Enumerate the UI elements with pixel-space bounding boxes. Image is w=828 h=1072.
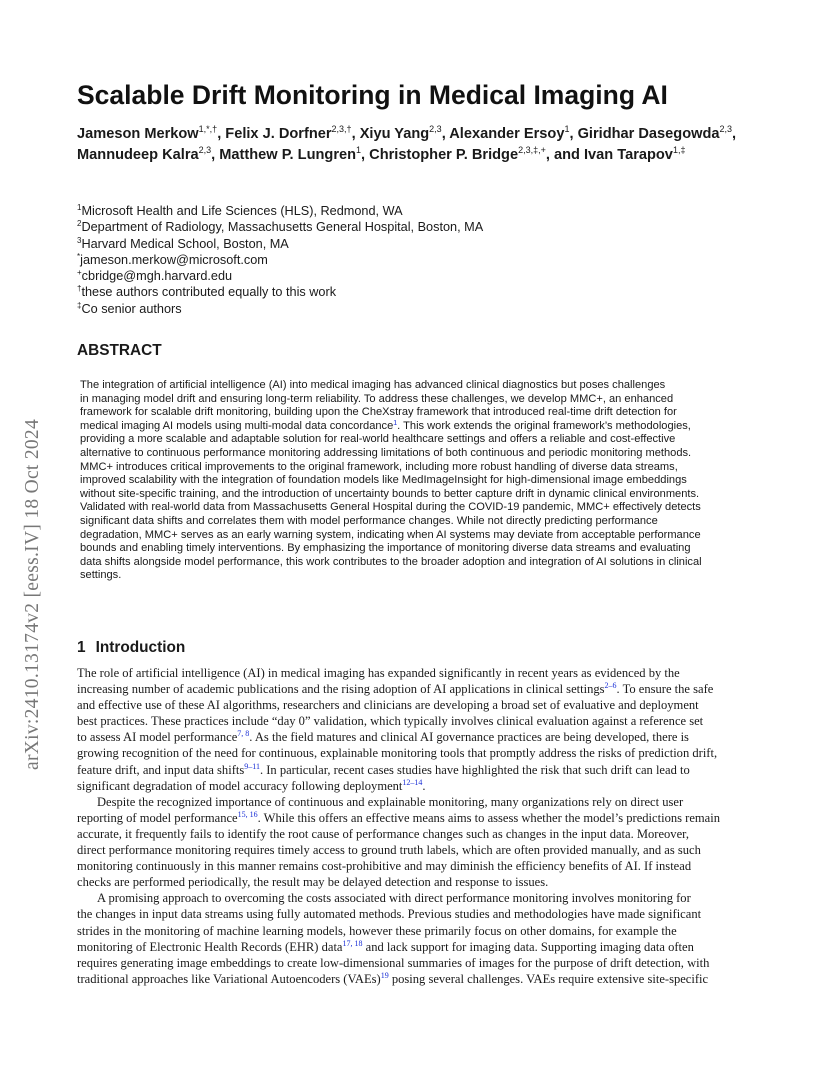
author	[583, 144, 686, 163]
affiliation-text: Department of Radiology, Massachusetts General Hospital, Boston, MA	[81, 220, 484, 235]
text-run: . This work extends the original framework’s methodologies,	[397, 419, 691, 432]
citation: 15, 16	[237, 809, 258, 819]
text-run: to assess AI model performance	[77, 730, 238, 745]
affiliation-text: jameson.merkow@microsoft.com	[80, 252, 268, 267]
affiliation-text: Microsoft Health and Life Sciences (HLS), Redmond, WA	[81, 204, 403, 218]
author-separator: ,	[361, 146, 370, 163]
author-name: Mannudeep Kalra	[77, 146, 199, 163]
introduction-body	[77, 665, 753, 987]
author-name: Christopher P. Bridge	[369, 146, 519, 163]
body-line	[77, 842, 753, 858]
abstract-line: degradation, MMC+ serves as an early warning system, indicating when AI systems may deviate from acceptable performance	[80, 528, 701, 541]
abstract-line: alternative to continuous performance monitoring addressing limitations of both continuous and periodic monitoring methods.	[80, 446, 692, 459]
text-run: and lack support for imaging data. Supporting imaging data often	[362, 939, 694, 954]
text-run: medical imaging AI models using multi-modal data concordance	[80, 419, 394, 432]
section-heading	[77, 639, 185, 657]
text-run: traditional approaches like Variational Autoencoders (VAEs)	[77, 971, 381, 986]
section-title: Introduction	[95, 639, 186, 656]
author-separator: ,	[441, 126, 450, 142]
text-run: accurate, it frequently fails to identify the root cause of performance changes such as changes in the input data. Moreover,	[77, 826, 689, 841]
abstract-line: framework for scalable drift monitoring, building upon the CheXstray framework that introduced real-time drift detection for	[80, 406, 677, 419]
abstract-line: significant data shifts and correlates them with model performance changes. While not directly predicting performance	[80, 514, 658, 527]
author-name: Giridhar Dasegowda	[577, 126, 720, 142]
body-line	[77, 778, 753, 794]
abstract-line: The integration of artificial intelligence (AI) into medical imaging has advanced clinical diagnostics but poses challenges	[80, 379, 666, 391]
text-run: best practices. These practices include “day 0” validation, which typically involves clinical evaluation against a reference set	[77, 714, 704, 729]
text-run: Despite the recognized importance of continuous and explainable monitoring, many organizations rely on direct user	[97, 794, 684, 809]
affiliation-mark: 2	[77, 219, 82, 229]
affiliation-row	[77, 219, 727, 235]
text-run: the changes in input data streams using fully automated methods. Previous studies and methodologies have made significant	[77, 907, 702, 922]
text-run: . While this offers an effective means aims to assess whether the model’s predictions remain	[257, 810, 720, 825]
section-number: 1	[77, 639, 86, 656]
affiliation-row	[77, 203, 727, 219]
abstract-line: improved scalability with the integration of foundation models like MedImageInsight for high-dimensional image embeddings	[80, 474, 687, 487]
text-run: requires generating image embeddings to create low-dimensional summaries of images for the purpose of drift detection, with	[77, 955, 710, 970]
citation: 17, 18	[342, 938, 363, 948]
affiliation-text: cbridge@mgh.harvard.edu	[81, 269, 233, 284]
text-run: reporting of model performance	[77, 810, 238, 825]
body-line	[77, 681, 753, 697]
author-separator: ,	[569, 126, 578, 142]
abstract-heading: ABSTRACT	[77, 342, 162, 359]
body-line	[77, 923, 753, 939]
author	[360, 126, 442, 142]
text-run: . To ensure the safe	[616, 682, 714, 697]
author-affiliation-marks: 2,3,‡,+	[518, 144, 546, 155]
abstract-line: settings.	[80, 569, 122, 582]
abstract-line: in managing model drift and ensuring long-term reliability. To address these challenges, we develop MMC+, an enhanced	[80, 392, 674, 405]
text-run: monitoring of Electronic Health Records (EHR) data	[77, 939, 343, 954]
text-run: checks are performed periodically, the result may be delayed detection and response to issues.	[77, 875, 549, 890]
affiliation-row	[77, 284, 727, 300]
author-name: Xiyu Yang	[359, 126, 430, 142]
body-line	[77, 955, 753, 971]
author-name: Felix J. Dorfner	[225, 126, 332, 142]
affiliation-mark: †	[77, 284, 82, 294]
author-separator: ,	[732, 126, 737, 142]
text-run: strides in the monitoring of machine learning models, however these primarily focus on other domains, for example the	[77, 923, 677, 938]
body-line	[77, 762, 753, 778]
text-run: A promising approach to overcoming the costs associated with direct performance monitoring involves monitoring for	[97, 891, 691, 906]
author-separator: ,	[211, 146, 220, 163]
affiliation-mark: ‡	[77, 300, 82, 310]
abstract-line: bounds and enabling timely interventions. By emphasizing the importance of monitoring diverse data streams and evaluating	[80, 542, 691, 555]
abstract-line: providing a more scalable and adaptable solution for real-world healthcare settings and offers a reliable and cost-effective	[80, 433, 676, 446]
abstract-line: Validated with real-world data from Massachusetts General Hospital during the COVID-19 pandemic, MMC+ effectively detects	[80, 501, 701, 514]
text-run: posing several challenges. VAEs require extensive site-specific	[388, 971, 709, 986]
body-line	[77, 729, 753, 745]
author	[77, 144, 212, 163]
text-run: significant degradation of model accuracy following deployment	[77, 778, 403, 793]
author	[449, 126, 569, 142]
text-run: increasing number of academic publications and the rising adoption of AI applications in clinical settings	[77, 682, 605, 697]
author-separator: ,	[351, 126, 360, 142]
affiliation-row	[77, 252, 727, 268]
author-separator: , and	[545, 146, 584, 163]
author-name: Matthew P. Lungren	[219, 146, 357, 163]
author-name: Ivan Tarapov	[583, 146, 673, 163]
affiliation-mark: +	[77, 268, 82, 278]
affiliation-mark: 3	[77, 235, 82, 245]
author	[219, 144, 362, 163]
author-affiliation-marks: 2,3	[198, 144, 212, 155]
affiliation-text: Co senior authors	[81, 301, 182, 316]
author-affiliation-marks: 2,3	[429, 124, 442, 134]
author-affiliation-marks: 2,3,†	[331, 124, 352, 134]
citation: 7, 8	[237, 729, 250, 739]
text-run: . In particular, recent cases studies have highlighted the risk that such drift can lead to	[259, 762, 690, 777]
arxiv-stamp: arXiv:2410.13174v2 [eess.IV] 18 Oct 2024	[22, 418, 43, 770]
citation: 9–11	[244, 761, 260, 771]
text-run: direct performance monitoring requires timely access to ground truth labels, which are often provided manually, and as such	[77, 843, 701, 858]
text-run: . As the field matures and clinical AI governance practices are being developed, there is	[249, 730, 689, 745]
body-line	[77, 858, 753, 874]
paper-title: Scalable Drift Monitoring in Medical Imaging AI	[77, 80, 668, 110]
author-affiliation-marks: 1,*,†	[198, 124, 218, 134]
body-line	[77, 697, 753, 713]
text-run: and effective use of these AI algorithms, researchers and clinicians are developing a broad set of evaluative and deployment	[77, 698, 699, 713]
citation: 19	[380, 970, 389, 980]
affiliation-row	[77, 301, 727, 317]
body-line	[77, 665, 753, 681]
affiliation-mark: 1	[77, 203, 82, 212]
abstract-line: without site-specific training, and the introduction of uncertainty bounds to better capture drift in dynamic clinical environments.	[80, 487, 700, 500]
abstract-line: data shifts alongside model performance, this work contributes to the broader adoption and integration of AI solutions in clinical	[80, 555, 702, 568]
author-name: Alexander Ersoy	[449, 126, 565, 142]
affiliation-row	[77, 236, 727, 252]
body-line	[77, 971, 753, 987]
author	[77, 126, 217, 142]
abstract-line	[80, 420, 750, 434]
author	[578, 126, 732, 142]
author-affiliation-marks: 1,‡	[672, 144, 686, 155]
citation: 1	[393, 419, 398, 427]
body-line	[77, 810, 753, 826]
affiliation-text: these authors contributed equally to this work	[81, 285, 337, 300]
author-list	[77, 124, 777, 165]
affiliation-text: Harvard Medical School, Boston, MA	[81, 236, 289, 251]
author-affiliation-marks: 2,3	[719, 124, 733, 134]
body-line	[77, 939, 753, 955]
body-line	[77, 713, 753, 729]
author	[369, 144, 546, 163]
author-name: Jameson Merkow	[77, 126, 199, 142]
text-run: .	[422, 778, 426, 793]
citation: 2–6	[604, 681, 617, 691]
body-line	[77, 826, 753, 842]
abstract-line: MMC+ introduces critical improvements to the original framework, including more robust handling of diverse data streams,	[80, 460, 678, 473]
text-run: feature drift, and input data shifts	[77, 762, 245, 777]
affiliation-list	[77, 203, 727, 317]
body-line	[77, 906, 753, 922]
body-line	[77, 745, 753, 761]
citation: 12–14	[402, 777, 423, 787]
affiliation-row	[77, 268, 727, 284]
text-run: The role of artificial intelligence (AI) in medical imaging has expanded significantly in recent years as evidenced by the	[77, 666, 680, 680]
author-affiliation-marks: 1	[564, 124, 570, 134]
text-run: growing recognition of the need for continuous, explainable monitoring tools that promptly address the risks of prediction drift,	[77, 746, 718, 761]
abstract-body	[80, 379, 750, 583]
author-affiliation-marks: 1	[356, 144, 362, 155]
author	[225, 126, 351, 142]
affiliation-mark: *	[77, 251, 81, 261]
body-line	[77, 890, 753, 906]
author-separator: ,	[217, 126, 226, 142]
text-run: monitoring continuously in this manner remains cost-prohibitive and may diminish the efficiency benefits of AI. If instead	[77, 859, 692, 874]
body-line	[77, 874, 753, 890]
body-line	[77, 794, 753, 810]
